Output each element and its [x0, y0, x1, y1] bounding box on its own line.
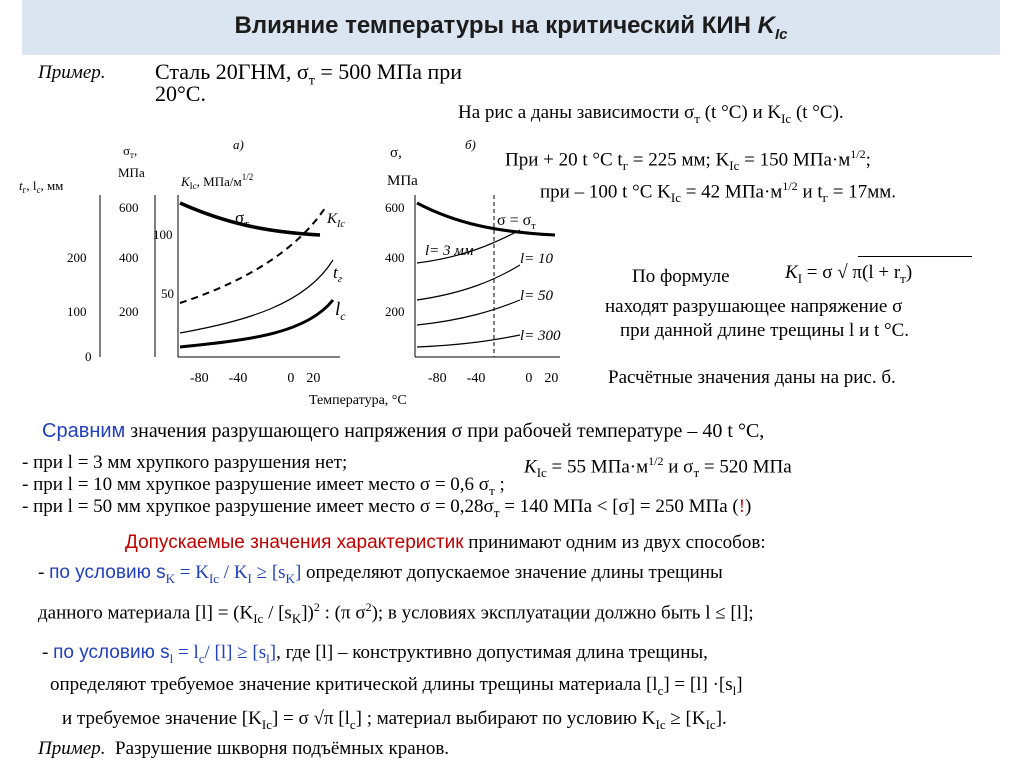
b-curve-l300: [417, 335, 520, 347]
b-curve-l10: [417, 265, 520, 300]
b-x-ticks: -80 -40 0 20: [428, 371, 559, 386]
b-tick-600: 600: [385, 200, 405, 215]
example-line-2: 20°С.: [155, 81, 206, 106]
find-line-2: при данной длине трещины l и t °С.: [620, 320, 910, 341]
axis-k-label: $K_{Ic}$, МПа/$м^{1/2}$: [181, 172, 254, 191]
curve-lc: [180, 300, 333, 347]
slide-title: Влияние температуры на критический КИН $K_{Ic}$: [234, 12, 788, 43]
axis-sigma-unit: МПа: [118, 165, 145, 180]
curve-kic: [180, 205, 327, 303]
a-x-ticks: -80 -40 0 20: [190, 371, 321, 386]
method-2-line-1: - по условию $s_l = l_c/$ $[l] \ge [s_l]$, где [l] – конструктивно допустимая длина трещины,: [42, 642, 708, 666]
label-lc: $l_с$: [335, 299, 346, 323]
method-2-line-2: определяют требуемое значение критической длины трещины материала $[l_c] = [l] \cdot[s_l]$: [50, 674, 743, 698]
method-1-line-1: - по условию $s_K = K_{Ic} / K_I \ge [s_K]$ определяют допускаемое значение длины трещины: [38, 562, 723, 586]
tick-s-600: 600: [119, 200, 139, 215]
b-axis-unit: МПа: [387, 173, 418, 189]
b-curve-l50: [417, 300, 520, 325]
tick-l-200: 200: [67, 250, 87, 265]
axis-sigma-label: $\sigma_т$,: [123, 143, 138, 160]
title-bar: [22, 0, 1000, 55]
method-1-line-2: данного материала $[l] = (K_{Ic} / [s_K])^2$ : (π $\sigma^2$); в условиях эксплуатации должно быть l ≤ [l];: [38, 600, 754, 627]
right-line-2: При + 20 t °C $t_г = 225$ мм; $K_{Ic} = 150$ $МПа\cdot м^{1/2}$;: [505, 147, 871, 174]
compare-line-2: - при l = 10 мм хрупкое разрушение имеет место σ = 0,6 $\sigma_т$ ;: [22, 474, 505, 498]
label-kic: $K_{Ic}$: [327, 211, 345, 230]
right-line-1: На рис а даны зависимости $\sigma_т$ (t °C) и $K_{Ic}$ (t °C).: [458, 102, 844, 126]
formula: $K_I = \sigma$ √ $\pi(l + r_т)$: [785, 262, 913, 286]
chart-a-label: а): [233, 137, 244, 152]
calc-note: Расчётные значения даны на рис. б.: [608, 367, 896, 388]
x-axis-label: Температура, °С: [309, 393, 407, 408]
tick-s-200: 200: [119, 304, 139, 319]
example-line-1: Сталь 20ГНМ, $\sigma_т = 500$ МПа при: [155, 59, 463, 89]
tick-l-0: 0: [85, 349, 92, 364]
tick-k-100: 100: [153, 227, 173, 242]
b-axis-label: σ,: [390, 145, 402, 161]
compare-line-1-right: $K_{Ic} = 55$ $МПа\cdot м^{1/2}$ и $\sigma_т = 520$ МПа: [524, 454, 792, 481]
find-line-1: находят разрушающее напряжение σ: [605, 296, 903, 317]
formula-label: По формуле: [632, 266, 730, 287]
tick-l-100: 100: [67, 304, 87, 319]
allowed-head: Допускаемые значения характеристик принимают одним из двух способов:: [125, 532, 766, 553]
right-line-3: при – 100 t °C $K_{Ic} = 42$ $МПа\cdot м^{1/2}$ и $t_г = 17мм$.: [540, 179, 896, 206]
compare-line-3: - при l = 50 мм хрупкое разрушение имеет место $\sigma = 0,28\sigma_т = 140$ МПа < [σ] = 250 МПа (!): [22, 496, 752, 520]
b-tick-400: 400: [385, 250, 405, 265]
curve-tg: [180, 260, 333, 333]
tick-k-50: 50: [161, 286, 174, 301]
b-label-l3: l= 3 мм: [425, 243, 474, 259]
label-tg: $t_г$: [333, 263, 343, 285]
chart-b-label: б): [465, 137, 476, 152]
compare-head: Сравним значения разрушающего напряжения σ при рабочей температуре – 40 t °С,: [42, 420, 765, 442]
compare-line-1: - при l = 3 мм хрупкого разрушения нет;: [22, 452, 348, 473]
b-label-l10: l= 10: [520, 251, 554, 267]
charts: [15, 135, 615, 364]
example-2: Пример. Разрушение шкворня подъёмных кранов.: [38, 738, 450, 759]
method-2-line-3: и требуемое значение $[K_{Ic}] = \sigma$ √π $[l_c]$ ; материал выбирают по условию $K_{Ic} \ge [K_{Ic}]$.: [62, 708, 727, 732]
b-label-l50: l= 50: [520, 288, 554, 304]
b-label-sigma: $\sigma = \sigma_т$: [497, 212, 536, 232]
b-tick-200: 200: [385, 304, 405, 319]
label-sigma-t: $\sigma_т$: [235, 208, 249, 230]
b-label-l300: l= 300: [520, 328, 561, 344]
example-label-1: Пример.: [38, 62, 106, 83]
sqrt-bar: [858, 256, 972, 257]
axis-l-label: $t_г$, $l_с$, мм: [19, 178, 64, 195]
curve-sigma-t: [180, 203, 320, 235]
tick-s-400: 400: [119, 250, 139, 265]
